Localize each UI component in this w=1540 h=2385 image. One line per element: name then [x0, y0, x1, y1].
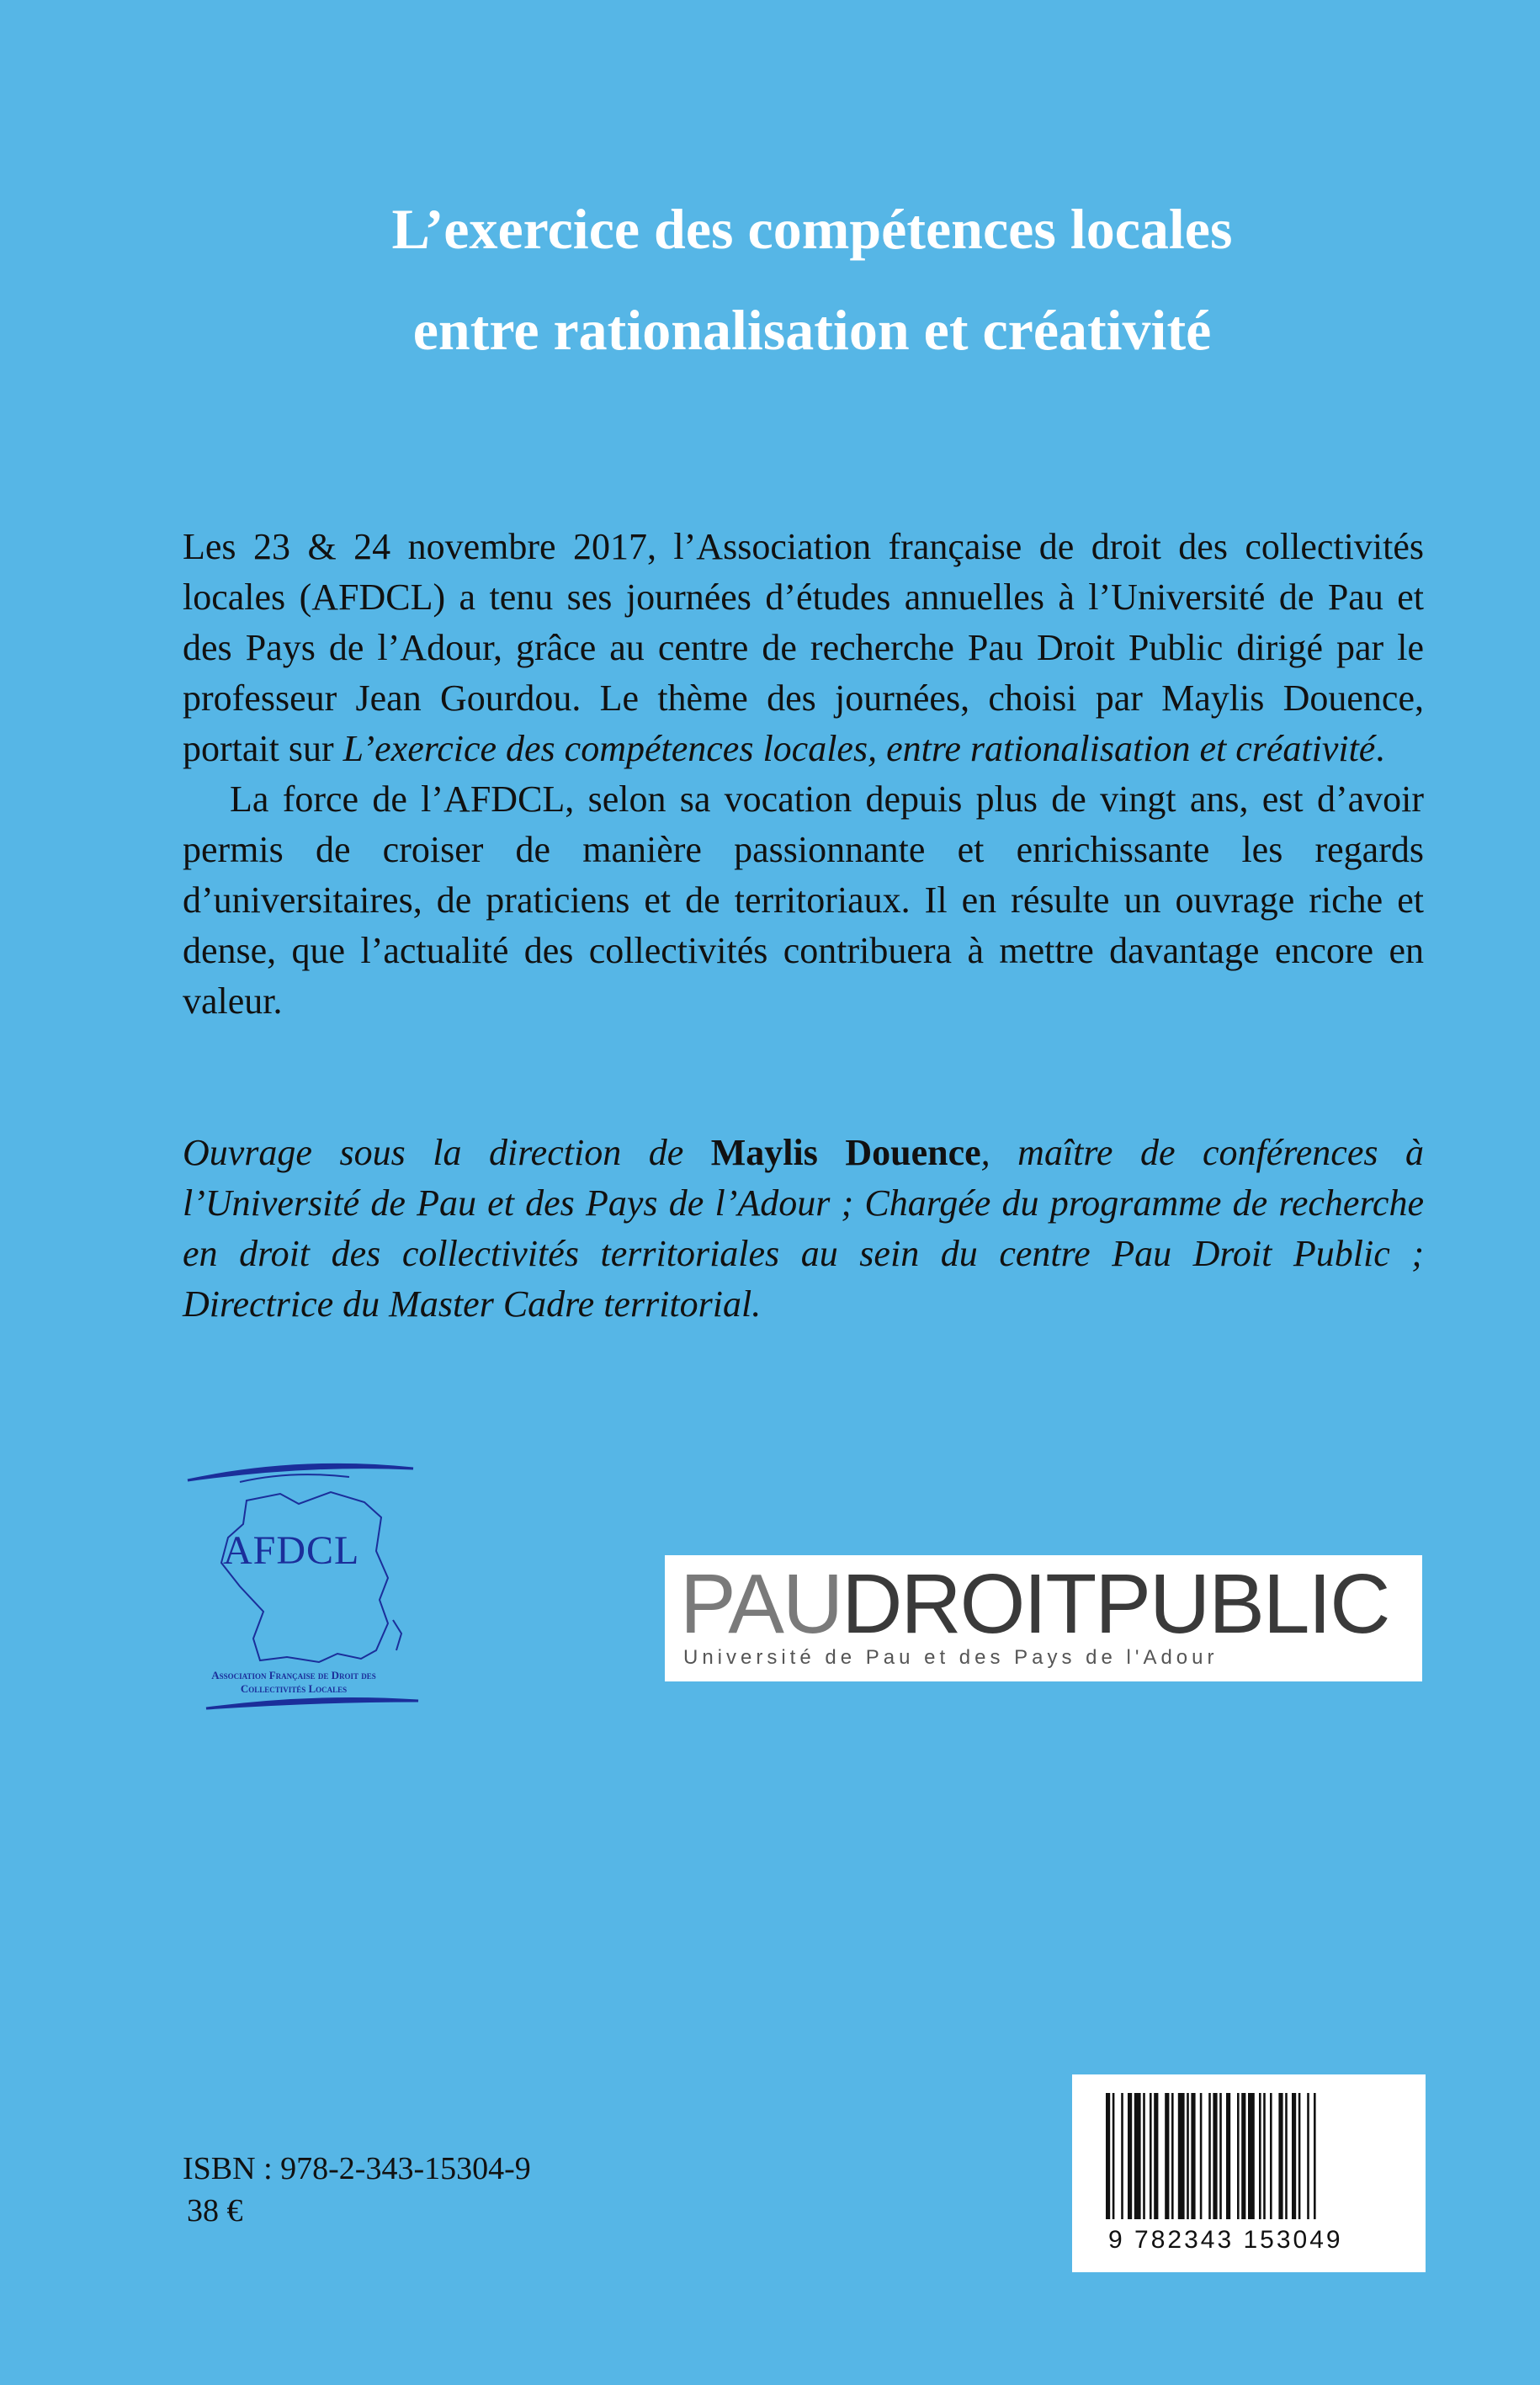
- barcode-bar: [1263, 2093, 1266, 2219]
- book-title-line-2: entre rationalisation et créativité: [412, 298, 1212, 362]
- barcode-bar: [1121, 2093, 1123, 2219]
- barcode-bar: [1178, 2093, 1185, 2219]
- editor-note-suffix: , maître de conférences à l’Université de Pau et des Pays de l’Adour ; Chargée du programme de recherche en droit des collectivités territoriales au sein du centre Pau Droit Public ; Directrice du Master Cadre territorial: [183, 1132, 1424, 1325]
- barcode-bar: [1213, 2093, 1217, 2219]
- pdp-wordmark-pau: PAU: [680, 1557, 842, 1651]
- barcode-bar: [1298, 2093, 1301, 2219]
- barcode-bar: [1154, 2093, 1158, 2219]
- blurb-p1-text: Les 23 & 24 novembre 2017, l’Association française de droit des collectivités locales (AFDCL) a tenu ses journées d’études annuelles à l’Université de Pau et des Pays de l’Adour, grâce au centre de recherche Pau Droit Public dirigé par le professeur Jean Gourdou. Le thème des journées, choisi par Maylis Douence, portait sur: [183, 526, 1424, 769]
- pau-droit-public-wordmark: [680, 1557, 1389, 1651]
- barcode-bar: [1165, 2093, 1169, 2219]
- pdp-wordmark-droitpublic: DROITPUBLIC: [842, 1557, 1389, 1651]
- barcode-bar: [1307, 2093, 1309, 2219]
- blurb: [183, 522, 1424, 1027]
- afdcl-logo-name: AFDCL: [223, 1528, 360, 1573]
- barcode-bar: [1285, 2093, 1288, 2219]
- barcode-bar: [1106, 2093, 1110, 2219]
- barcode-bar: [1187, 2093, 1189, 2219]
- barcode-bar: [1219, 2093, 1222, 2219]
- editor-note-prefix: Ouvrage sous la direction de: [183, 1132, 711, 1173]
- barcode-bar: [1143, 2093, 1145, 2219]
- editor-note-end: .: [751, 1283, 762, 1325]
- editor-name: Maylis Douence: [710, 1132, 981, 1173]
- pau-droit-public-logo: [665, 1555, 1422, 1681]
- book-title-line-1: L’exercice des compétences locales: [391, 197, 1233, 261]
- editor-note: [183, 1128, 1424, 1330]
- barcode-digits: 9 782343 153049: [1108, 2226, 1343, 2254]
- barcode-bar: [1200, 2093, 1203, 2219]
- barcode-bar: [1237, 2093, 1240, 2219]
- barcode-bar: [1278, 2093, 1282, 2219]
- barcode-bar: [1241, 2093, 1245, 2219]
- book-title: [168, 178, 1456, 380]
- pau-droit-public-subtitle: Université de Pau et des Pays de l'Adour: [683, 1646, 1219, 1669]
- blurb-p1-end: .: [1375, 728, 1385, 769]
- blurb-p1-italic-title: L’exercice des compétences locales, entre rationalisation et créativité: [343, 728, 1376, 769]
- afdcl-logo: [181, 1452, 425, 1721]
- barcode-bar: [1113, 2093, 1115, 2219]
- price: 38 €: [187, 2193, 243, 2228]
- afdcl-logo-subtitle: Association Française de Droit des Collectivités Locales: [211, 1669, 376, 1695]
- barcode-bar: [1226, 2093, 1230, 2219]
- barcode-bar: [1248, 2093, 1255, 2219]
- barcode-bar: [1314, 2093, 1316, 2219]
- blurb-paragraph-2: La force de l’AFDCL, selon sa vocation depuis plus de vingt ans, est d’avoir permis de croiser de manière passionnante et enrichissante les regards d’universitaires, de praticiens et de territoriaux. Il en résulte un ouvrage riche et dense, que l’actualité des collectivités contribuera à mettre davantage encore en valeur.: [183, 778, 1424, 1022]
- barcode-bar: [1171, 2093, 1174, 2219]
- barcode-bar: [1128, 2093, 1132, 2219]
- barcode-bar: [1150, 2093, 1152, 2219]
- barcode-bar: [1208, 2093, 1211, 2219]
- barcode-bar: [1134, 2093, 1141, 2219]
- barcode-bar: [1191, 2093, 1195, 2219]
- barcode-bar: [1270, 2093, 1272, 2219]
- blurb-paragraph-1: [183, 522, 1424, 774]
- barcode-bar: [1292, 2093, 1296, 2219]
- barcode: [1072, 2074, 1426, 2272]
- isbn: ISBN : 978-2-343-15304-9: [183, 2151, 531, 2186]
- barcode-bar: [1259, 2093, 1261, 2219]
